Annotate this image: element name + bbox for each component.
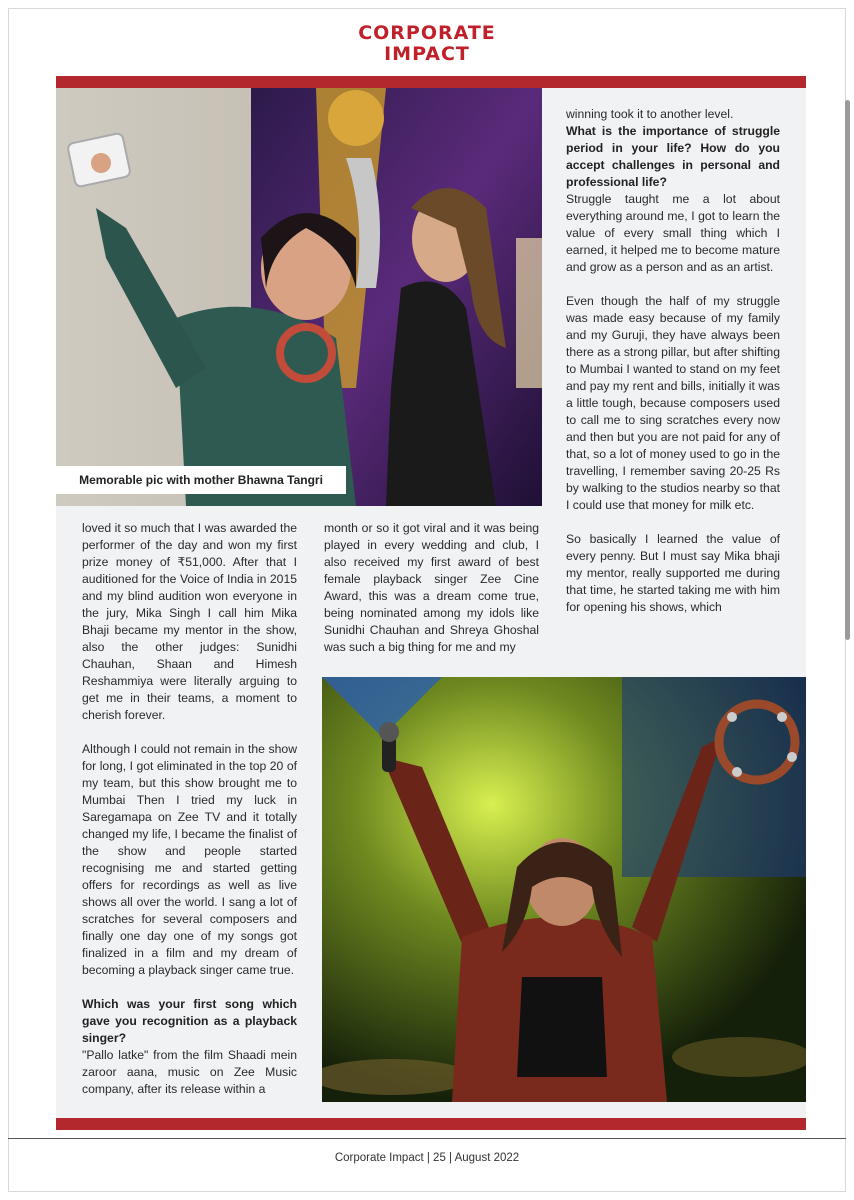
article-column-left xyxy=(82,520,297,1098)
page-footer: Corporate Impact | 25 | August 2022 xyxy=(334,1152,520,1164)
footer-divider xyxy=(8,1138,846,1139)
scrollbar[interactable] xyxy=(845,100,850,640)
paragraph: "Pallo latke" from the film Shaadi mein zaroor aana, music on Zee Music company, after its release within a xyxy=(82,1048,297,1096)
paragraph: Although I could not remain in the show for long, I got eliminated in the top 20 of my team, but this show brought me to Mumbai Then I tried my luck in Saregamapa on Zee TV and it totally changed my life, I became the finalist of the show and people started recognising me and started getting offers for recordings as well as live shows all over the world. I sang a lot of scratches for several composers and finally one day one of my songs got finalized in a film and my dream of becoming a playback singer came true. xyxy=(82,742,297,977)
paragraph: Even though the half of my struggle was made easy because of my family and my Guruji, they have always been there as a strong pillar, but after shifting to Mumbai I wanted to stand on my feet and pay my rent and bills, initially it was a little tough, because composers used to call me to sing scratches every now and then but you are not paid for any of that, so a lot of money used to go in the travelling, I remember saving 20-25 Rs by walking to the studios nearby so that I could use that money for milk etc. xyxy=(566,294,780,512)
paragraph: winning took it to another level. xyxy=(566,107,734,121)
question-heading: Which was your first song which gave you recognition as a playback singer? xyxy=(82,997,297,1045)
magazine-logo xyxy=(0,22,854,64)
photo-caption: Memorable pic with mother Bhawna Tangri xyxy=(56,466,346,494)
header-rule xyxy=(56,76,806,88)
article-column-right xyxy=(566,106,780,616)
question-heading: What is the importance of struggle period in your life? How do you accept challenges in personal and professional life? xyxy=(566,124,780,189)
footer-accent-rule xyxy=(56,1118,806,1130)
paragraph: loved it so much that I was awarded the performer of the day and won my first prize money of ₹51,000. After that I auditioned for the Voice of India in 2015 and my blind audition won everyone in the jury, Mika Singh I call him Mika Bhaji became my mentor in the show, also the other judges: Sunidhi Chauhan, Shaan and Himesh Reshammiya were literally arguing to get me in their teams, a moment to cherish forever. xyxy=(82,521,297,722)
logo-line-2: IMPACT xyxy=(384,43,470,65)
paragraph: So basically I learned the value of every penny. But I must say Mika bhaji my mentor, really supported me during that time, he started taking me with him for opening his shows, which xyxy=(566,532,780,614)
logo-line-1: CORPORATE xyxy=(358,22,496,44)
selfie-photo xyxy=(56,88,542,506)
stage-performance-photo xyxy=(322,677,806,1102)
article-column-middle xyxy=(324,520,539,656)
paragraph: Struggle taught me a lot about everything around me, I got to learn the value of every small thing which I earned, it helped me to become mature and grow as a person and as an artist. xyxy=(566,192,780,274)
paragraph: month or so it got viral and it was being played in every wedding and club, I also received my first award of best female playback singer Zee Cine Award, this was a dream come true, being nominated among my idols like Sunidhi Chauhan and Shreya Ghoshal was such a big thing for me and my xyxy=(324,521,539,654)
